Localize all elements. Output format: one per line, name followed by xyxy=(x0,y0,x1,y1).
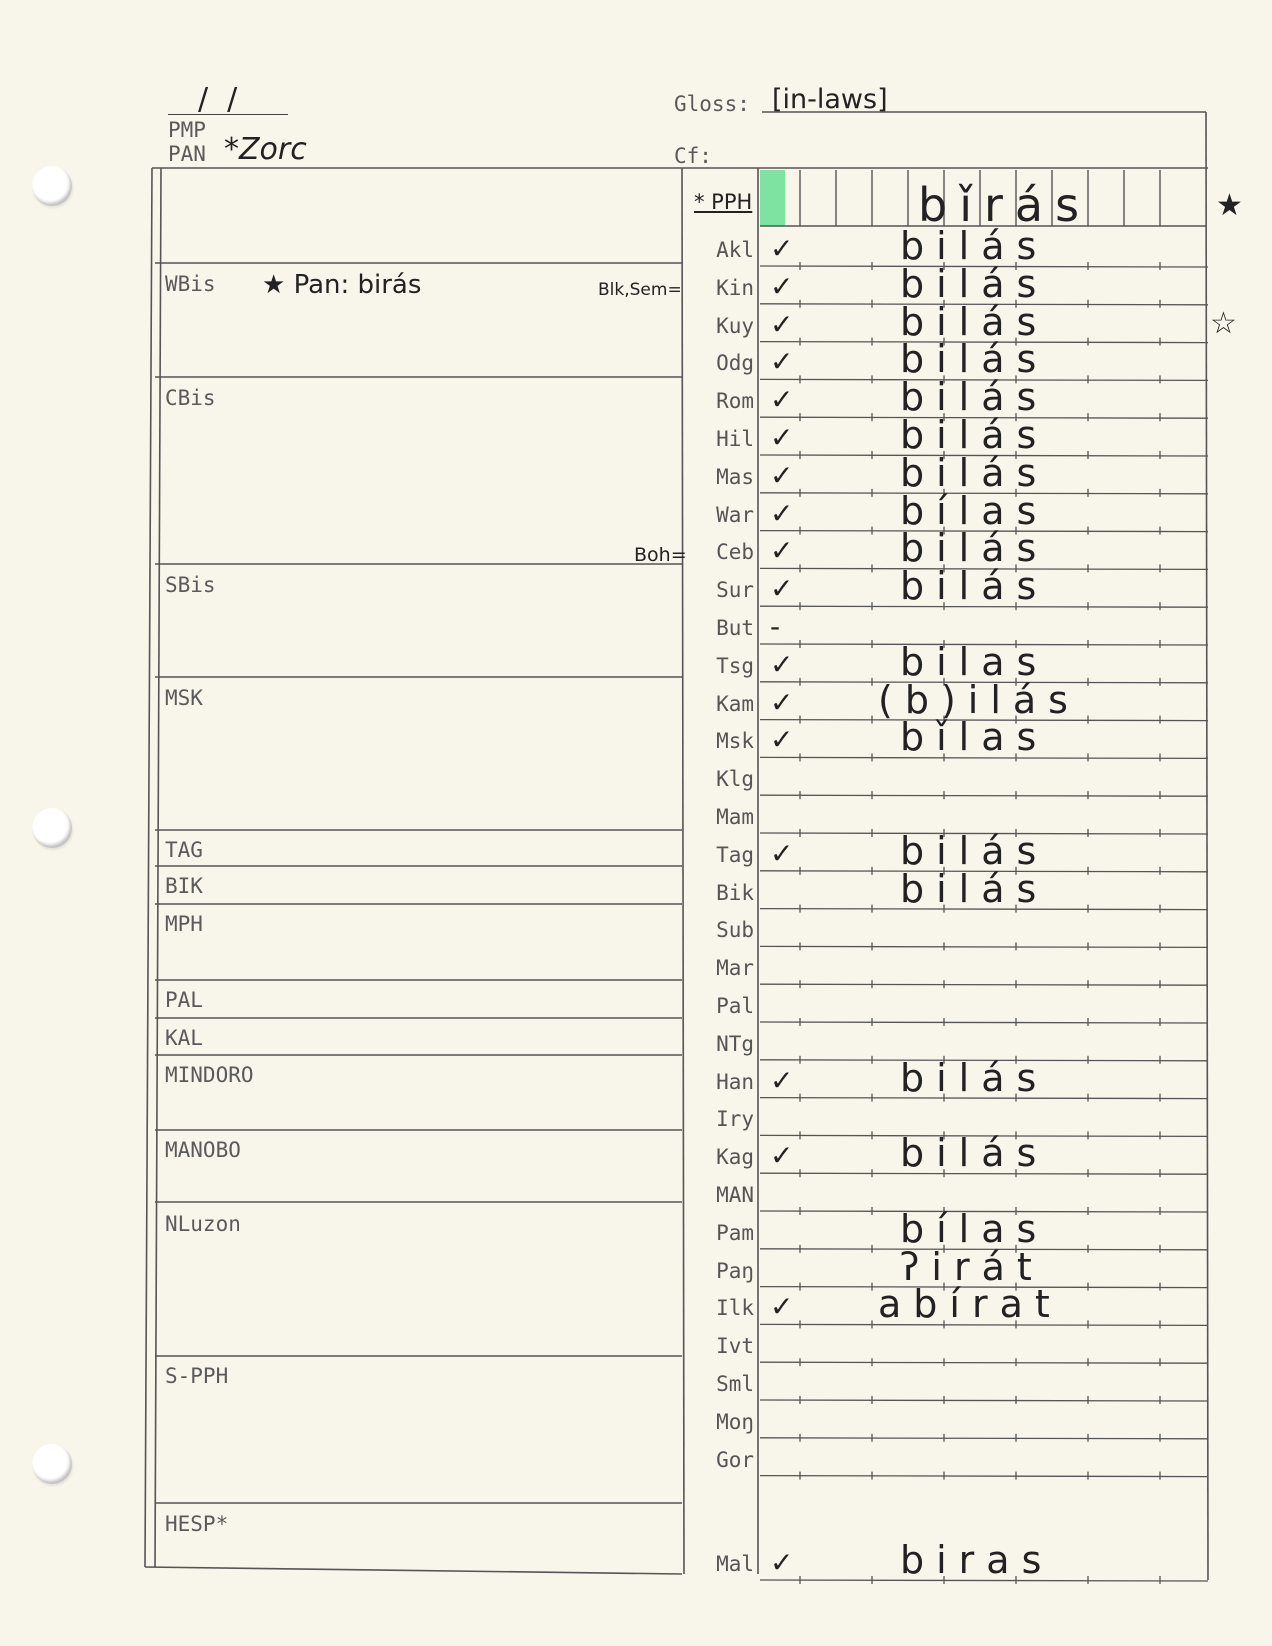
language-code: Ilk xyxy=(716,1296,754,1321)
language-code: Iry xyxy=(716,1107,754,1132)
language-code: Kag xyxy=(716,1145,754,1170)
group-label: SBis xyxy=(165,573,216,597)
language-code: Kam xyxy=(716,691,754,716)
language-code: Kuy xyxy=(716,313,754,338)
reflex-form: bilás xyxy=(900,299,1049,344)
language-code: Mar xyxy=(716,956,754,981)
language-code: Pam xyxy=(716,1220,754,1245)
reflex-form: bǐlas xyxy=(900,715,1049,760)
language-code: Rom xyxy=(716,389,754,414)
reflex-form: bilás xyxy=(900,828,1049,873)
check-mark-icon: ✓ xyxy=(770,1546,794,1579)
check-mark-icon: ✓ xyxy=(770,421,794,454)
language-code: Moŋ xyxy=(716,1409,754,1434)
pmp-label: PMP xyxy=(168,118,206,142)
check-mark-icon: ✓ xyxy=(770,647,794,681)
check-mark-icon: ✓ xyxy=(770,1139,794,1173)
language-code: Paŋ xyxy=(716,1258,754,1283)
group-label: TAG xyxy=(165,838,203,862)
reflex-form: bilás xyxy=(900,866,1049,911)
pph-form: bǐrás xyxy=(918,178,1092,232)
language-code: Mal xyxy=(716,1552,754,1576)
row-star-icon: ☆ xyxy=(1210,305,1237,341)
language-code: Mas xyxy=(716,464,754,489)
pan-value: *Zorc xyxy=(224,132,307,167)
language-code: NTg xyxy=(716,1031,754,1056)
reflex-form: biras xyxy=(900,1538,1054,1582)
group-label: HESP* xyxy=(165,1512,229,1536)
reflex-form: bilás xyxy=(900,337,1049,382)
check-mark-icon: ✓ xyxy=(770,232,794,265)
check-mark-icon: ✓ xyxy=(770,269,794,303)
language-code: Msk xyxy=(716,729,754,754)
language-code: Tsg xyxy=(716,653,754,678)
reflex-form: bilás xyxy=(900,564,1049,609)
reflex-form: bilas xyxy=(900,639,1049,684)
pph-star-icon: ★ xyxy=(1216,188,1243,223)
row-rule xyxy=(760,1362,1208,1363)
group-label: S-PPH xyxy=(165,1364,229,1388)
row-rule xyxy=(760,1400,1208,1401)
check-mark-icon: ✓ xyxy=(770,836,794,870)
language-code: Pal xyxy=(716,994,754,1018)
row-rule xyxy=(760,1476,1208,1477)
group-label: PAL xyxy=(165,988,203,1012)
language-code: Han xyxy=(716,1069,754,1094)
row-rule xyxy=(760,946,1208,947)
reflex-form: bilás xyxy=(900,450,1049,495)
reflex-form: ʔirát xyxy=(900,1244,1044,1289)
reflex-form: bilás xyxy=(900,261,1049,306)
row-rule xyxy=(760,984,1208,985)
check-mark-icon: ✓ xyxy=(770,307,794,341)
language-code: Sur xyxy=(716,578,754,603)
check-mark-icon: ✓ xyxy=(770,723,794,757)
reflex-form: (b)ilás xyxy=(878,677,1080,722)
reflex-form: bilás xyxy=(900,1055,1049,1100)
language-code: Bik xyxy=(716,880,754,905)
check-mark-icon: ✓ xyxy=(770,345,794,379)
ceb-prefix-note: Boh= xyxy=(634,544,687,566)
accent-marks: / / xyxy=(198,82,238,117)
group-label: CBis xyxy=(165,386,216,410)
language-code: Mam xyxy=(716,805,754,829)
group-label: BIK xyxy=(165,874,203,898)
pph-label: * PPH xyxy=(694,190,753,214)
group-label: MSK xyxy=(165,686,203,710)
group-label: MANOBO xyxy=(165,1138,241,1162)
check-mark-icon: ✓ xyxy=(770,1290,794,1324)
reflex-form: bilás xyxy=(900,224,1049,268)
check-mark-icon: ✓ xyxy=(770,1063,794,1097)
language-code: Sub xyxy=(716,918,754,943)
row-rule xyxy=(760,1438,1208,1439)
language-code: Klg xyxy=(716,767,754,792)
reflex-form: bilás xyxy=(900,375,1049,420)
row-rule xyxy=(760,795,1208,796)
check-mark-icon: ✓ xyxy=(770,383,794,417)
pan-label: PAN xyxy=(168,142,206,166)
language-code: Akl xyxy=(716,238,754,262)
language-code: Sml xyxy=(716,1372,754,1396)
reflex-form: bilás xyxy=(900,413,1049,457)
kin-prefix-note: Blk,Sem= xyxy=(598,280,682,300)
check-mark-icon: ✓ xyxy=(770,534,794,568)
language-code: Kin xyxy=(716,275,754,300)
gloss-label: Gloss: xyxy=(674,92,750,116)
group-label: MINDORO xyxy=(165,1063,254,1087)
language-code: War xyxy=(716,502,754,527)
row-rule xyxy=(760,1022,1208,1023)
language-code: Ivt xyxy=(716,1334,754,1359)
language-code: Gor xyxy=(716,1447,754,1472)
group-label: WBis xyxy=(165,272,216,296)
group-label: KAL xyxy=(165,1026,203,1050)
wbis-note: ★ Pan: birás xyxy=(262,270,422,300)
language-code: MAN xyxy=(716,1183,754,1207)
language-code: But xyxy=(716,616,754,640)
check-mark-icon: - xyxy=(770,610,781,643)
language-code: Ceb xyxy=(716,540,754,565)
language-code: Odg xyxy=(716,351,754,376)
language-code: Hil xyxy=(716,427,754,451)
language-code: Tag xyxy=(716,842,754,867)
gloss-value: [in-laws] xyxy=(772,84,888,115)
group-label: NLuzon xyxy=(165,1212,241,1236)
check-mark-icon: ✓ xyxy=(770,496,794,530)
reflex-form: bilás xyxy=(900,526,1049,571)
reflex-form: bílas xyxy=(900,488,1049,533)
reflex-form: bílas xyxy=(900,1206,1049,1251)
check-mark-icon: ✓ xyxy=(770,572,794,606)
check-mark-icon: ✓ xyxy=(770,458,794,492)
cf-label: Cf: xyxy=(674,144,712,168)
reflex-form: bilás xyxy=(900,1131,1049,1176)
group-label: MPH xyxy=(165,912,203,936)
reflex-form: abírat xyxy=(878,1282,1062,1327)
check-mark-icon: ✓ xyxy=(770,685,794,719)
